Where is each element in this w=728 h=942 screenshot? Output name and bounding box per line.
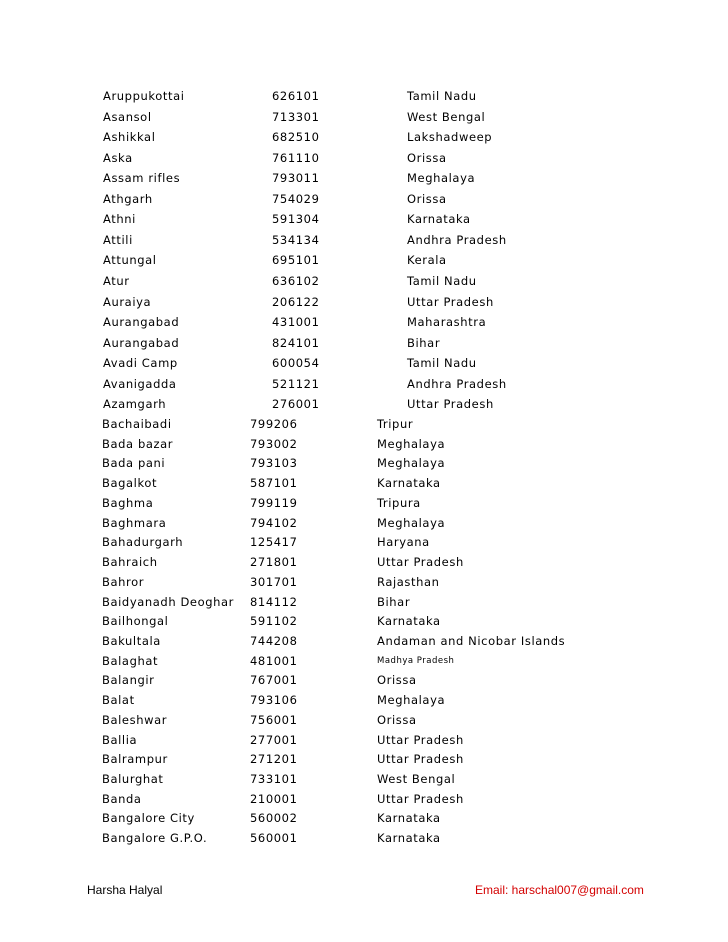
state-cell: Uttar Pradesh — [407, 397, 494, 412]
state-cell: Madhya Pradesh — [377, 655, 455, 666]
state-cell: Orissa — [377, 673, 417, 688]
state-cell: Tamil Nadu — [407, 356, 477, 371]
footer-author: Harsha Halyal — [87, 883, 163, 897]
state-cell: Haryana — [377, 535, 430, 550]
pincode-cell: 626101 — [272, 89, 320, 103]
state-cell: Rajasthan — [377, 574, 440, 589]
pincode-cell: 744208 — [250, 633, 298, 648]
city-cell: Baleshwar — [102, 712, 168, 727]
state-cell: Tripur — [377, 417, 414, 431]
city-cell: Banda — [102, 791, 142, 806]
pincode-cell: 761110 — [272, 150, 320, 165]
city-cell: Aurangabad — [103, 315, 180, 330]
city-cell: Azamgarh — [103, 397, 167, 412]
city-cell: Baghma — [102, 495, 154, 510]
pincode-cell: 799119 — [250, 495, 298, 510]
city-cell: Attili — [103, 232, 133, 247]
pincode-cell: 793103 — [250, 456, 298, 471]
city-cell: Balrampur — [102, 752, 168, 767]
pincode-cell: 587101 — [250, 476, 298, 491]
city-cell: Bangalore G.P.O. — [102, 831, 208, 846]
footer-email[interactable]: Email: harschal007@gmail.com — [475, 883, 644, 897]
pincode-cell: 591304 — [272, 212, 320, 227]
pincode-cell: 754029 — [272, 191, 320, 206]
state-cell: Karnataka — [407, 212, 471, 227]
state-cell: Orissa — [377, 712, 417, 727]
city-cell: Balurghat — [102, 772, 164, 786]
pincode-cell: 814112 — [250, 594, 298, 609]
city-cell: Balangir — [102, 673, 155, 688]
pincode-cell: 793002 — [250, 436, 298, 451]
city-cell: Baidyanadh Deoghar — [102, 594, 234, 609]
state-cell: Karnataka — [377, 831, 441, 846]
city-cell: Bakultala — [102, 633, 161, 648]
state-cell: Karnataka — [377, 614, 441, 629]
pincode-cell: 560002 — [250, 811, 298, 826]
city-cell: Ashikkal — [103, 130, 156, 145]
city-cell: Balat — [102, 693, 135, 708]
city-cell: Ballia — [102, 732, 138, 747]
city-cell: Auraiya — [103, 294, 152, 309]
pincode-cell: 713301 — [272, 109, 320, 124]
state-cell: Tamil Nadu — [407, 89, 477, 103]
pincode-cell: 793106 — [250, 693, 298, 708]
city-cell: Bangalore City — [102, 811, 195, 826]
state-cell: Orissa — [407, 150, 447, 165]
city-cell: Athni — [103, 212, 136, 227]
pincode-cell: 534134 — [272, 232, 320, 247]
state-cell: Meghalaya — [377, 515, 446, 530]
state-cell: Bihar — [407, 335, 441, 350]
pincode-cell: 481001 — [250, 653, 298, 668]
pincode-cell: 799206 — [250, 417, 298, 431]
city-cell: Baghmara — [102, 515, 167, 530]
state-cell: Uttar Pradesh — [377, 555, 464, 569]
state-cell: Lakshadweep — [407, 130, 493, 145]
pincode-cell: 824101 — [272, 335, 320, 350]
state-cell: Andaman and Nicobar Islands — [377, 633, 566, 648]
pincode-cell: 756001 — [250, 712, 298, 727]
city-cell: Aruppukottai — [103, 89, 185, 103]
pincode-cell: 794102 — [250, 515, 298, 530]
pincode-cell: 560001 — [250, 831, 298, 846]
pincode-cell: 733101 — [250, 772, 298, 786]
city-cell: Atur — [103, 274, 130, 288]
pincode-cell: 600054 — [272, 356, 320, 371]
state-cell: Meghalaya — [377, 693, 446, 708]
city-cell: Athgarh — [103, 191, 153, 206]
state-cell: Andhra Pradesh — [407, 376, 507, 391]
state-cell: Kerala — [407, 253, 447, 268]
state-cell: Karnataka — [377, 476, 441, 491]
state-cell: Meghalaya — [377, 456, 446, 471]
state-cell: Maharashtra — [407, 315, 487, 330]
pincode-cell: 431001 — [272, 315, 320, 330]
pincode-cell: 276001 — [272, 397, 320, 412]
pincode-cell: 206122 — [272, 294, 320, 309]
city-cell: Bailhongal — [102, 614, 169, 629]
pincode-cell: 591102 — [250, 614, 298, 629]
pincode-cell: 793011 — [272, 171, 320, 186]
pincode-cell: 301701 — [250, 574, 298, 589]
state-cell: Uttar Pradesh — [407, 294, 494, 309]
city-cell: Avanigadda — [103, 376, 177, 391]
city-cell: Bada bazar — [102, 436, 174, 451]
pincode-cell: 682510 — [272, 130, 320, 145]
pincode-cell: 210001 — [250, 791, 298, 806]
pincode-cell: 521121 — [272, 376, 320, 391]
state-cell: West Bengal — [407, 109, 486, 124]
city-cell: Bagalkot — [102, 476, 158, 491]
pincode-cell: 271201 — [250, 752, 298, 767]
state-cell: Meghalaya — [377, 436, 446, 451]
city-cell: Bahror — [102, 574, 145, 589]
pincode-cell: 695101 — [272, 253, 320, 268]
pincode-cell: 271801 — [250, 555, 298, 569]
city-cell: Bada pani — [102, 456, 166, 471]
state-cell: Uttar Pradesh — [377, 732, 464, 747]
city-cell: Avadi Camp — [103, 356, 178, 371]
city-cell: Attungal — [103, 253, 157, 268]
city-cell: Aska — [103, 150, 133, 165]
pincode-cell: 277001 — [250, 732, 298, 747]
state-cell: West Bengal — [377, 772, 456, 786]
state-cell: Andhra Pradesh — [407, 232, 507, 247]
pincode-cell: 125417 — [250, 535, 298, 550]
state-cell: Tamil Nadu — [407, 274, 477, 288]
state-cell: Uttar Pradesh — [377, 752, 464, 767]
state-cell: Meghalaya — [407, 171, 476, 186]
state-cell: Karnataka — [377, 811, 441, 826]
city-cell: Aurangabad — [103, 335, 180, 350]
city-cell: Bahraich — [102, 555, 158, 569]
city-cell: Assam rifles — [103, 171, 181, 186]
state-cell: Orissa — [407, 191, 447, 206]
pincode-cell: 636102 — [272, 274, 320, 288]
city-cell: Balaghat — [102, 653, 159, 668]
state-cell: Tripura — [377, 495, 421, 510]
city-cell: Bahadurgarh — [102, 535, 184, 550]
state-cell: Bihar — [377, 594, 411, 609]
city-cell: Bachaibadi — [102, 417, 172, 431]
pincode-cell: 767001 — [250, 673, 298, 688]
city-cell: Asansol — [103, 109, 152, 124]
state-cell: Uttar Pradesh — [377, 791, 464, 806]
